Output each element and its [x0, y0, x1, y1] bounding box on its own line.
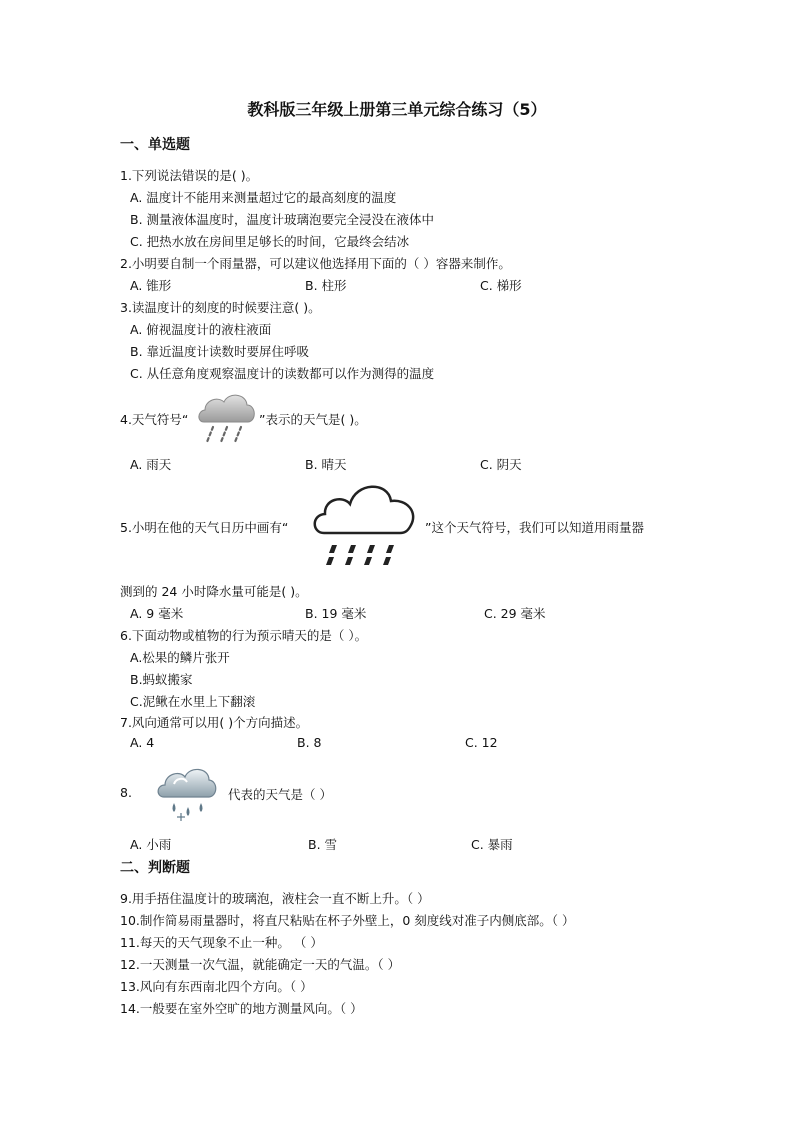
heavy-rain-cloud-icon [310, 479, 420, 575]
judgement-9: 9.用手捂住温度计的玻璃泡，液柱会一直不断上升。（ ） [120, 891, 430, 906]
question-2-stem: 2.小明要自制一个雨量器，可以建议他选择用下面的（ ）容器来制作。 [120, 256, 511, 271]
question-3-option-c: C. 从任意角度观察温度计的读数都可以作为测得的温度 [130, 366, 435, 381]
question-5-option-a: A. 9 毫米 [130, 606, 184, 621]
question-1-stem: 1.下列说法错误的是( )。 [120, 168, 259, 183]
question-4-stem-before: 4.天气符号“ [120, 412, 189, 427]
question-6-stem: 6.下面动物或植物的行为预示晴天的是（ ）。 [120, 628, 368, 643]
judgement-13: 13.风向有东西南北四个方向。（ ） [120, 979, 313, 994]
judgement-10: 10.制作简易雨量器时，将直尺粘贴在杯子外壁上，0 刻度线对准子内侧底部。（ ） [120, 913, 575, 928]
section-heading-true-false: 二、判断题 [120, 860, 190, 876]
question-1-option-c: C. 把热水放在房间里足够长的时间，它最终会结冰 [130, 234, 410, 249]
question-5-stem-before: 5.小明在他的天气日历中画有“ [120, 520, 289, 535]
question-8-option-a: A. 小雨 [130, 837, 172, 852]
question-6-option-a: A.松果的鳞片张开 [130, 650, 230, 665]
question-6-option-c: C.泥鳅在水里上下翻滚 [130, 694, 256, 709]
question-5-option-c: C. 29 毫米 [484, 606, 546, 621]
question-7-stem: 7.风向通常可以用( )个方向描述。 [120, 715, 309, 730]
question-2-option-a: A. 锥形 [130, 278, 172, 293]
section-heading-single-choice: 一、单选题 [120, 137, 190, 153]
question-4-option-b: B. 晴天 [305, 457, 347, 472]
judgement-11: 11.每天的天气现象不止一种。 （ ） [120, 935, 323, 950]
judgement-12: 12.一天测量一次气温，就能确定一天的气温。（ ） [120, 957, 401, 972]
question-1-option-b: B. 测量液体温度时，温度计玻璃泡要完全浸没在液体中 [130, 212, 435, 227]
question-8-option-b: B. 雪 [308, 837, 338, 852]
question-3-option-a: A. 俯视温度计的液柱液面 [130, 322, 272, 337]
question-4-option-a: A. 雨天 [130, 457, 172, 472]
page-title: 教科版三年级上册第三单元综合练习（5） [247, 100, 547, 119]
rain-cloud-icon [196, 388, 258, 446]
question-6-option-b: B.蚂蚁搬家 [130, 672, 193, 687]
question-4-option-c: C. 阴天 [480, 457, 522, 472]
question-7-option-c: C. 12 [465, 735, 498, 750]
question-7-option-a: A. 4 [130, 735, 155, 750]
question-5-stem-after: ”这个天气符号，我们可以知道用雨量器 [425, 520, 644, 535]
question-8-option-c: C. 暴雨 [471, 837, 513, 852]
question-3-option-b: B. 靠近温度计读数时要屏住呼吸 [130, 344, 310, 359]
question-2-option-b: B. 柱形 [305, 278, 347, 293]
question-8-number: 8. [120, 785, 132, 800]
question-8-stem: 代表的天气是（ ） [228, 787, 332, 802]
question-3-stem: 3.读温度计的刻度的时候要注意( )。 [120, 300, 321, 315]
rain-snow-cloud-icon [154, 763, 220, 823]
question-7-option-b: B. 8 [297, 735, 322, 750]
judgement-14: 14.一般要在室外空旷的地方测量风向。（ ） [120, 1001, 363, 1016]
question-4-stem-after: ”表示的天气是( )。 [259, 412, 367, 427]
question-2-option-c: C. 梯形 [480, 278, 522, 293]
question-5-option-b: B. 19 毫米 [305, 606, 367, 621]
question-1-option-a: A. 温度计不能用来测量超过它的最高刻度的温度 [130, 190, 397, 205]
question-5-stem-continued: 测到的 24 小时降水量可能是( )。 [120, 584, 308, 599]
